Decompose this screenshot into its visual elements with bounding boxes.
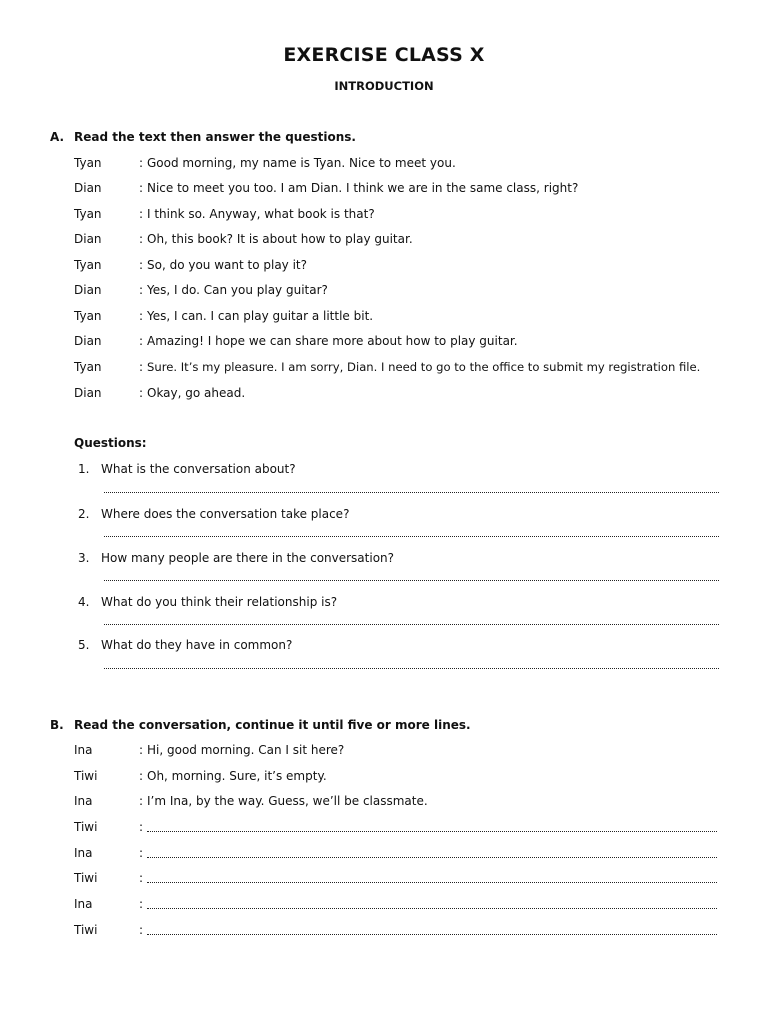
fill-in-line[interactable] (147, 857, 717, 858)
fill-in-line[interactable] (147, 908, 717, 909)
utterance: Amazing! I hope we can share more about how to play guitar. (147, 334, 518, 348)
question-number: 2. (78, 507, 90, 521)
speaker-name: Tiwi (74, 820, 98, 834)
question-text: What do you think their relationship is? (101, 595, 338, 609)
question-number: 4. (78, 595, 90, 609)
speaker-name: Tiwi (74, 923, 98, 937)
speaker-name: Tiwi (74, 769, 98, 783)
speaker-name: Tyan (74, 309, 102, 323)
blank-dialogue-line (0, 897, 768, 913)
section-a-heading: Read the text then answer the questions. (74, 130, 356, 144)
fill-in-line[interactable] (147, 831, 717, 832)
fill-in-line[interactable] (147, 882, 717, 883)
blank-dialogue-line (0, 871, 768, 887)
speaker-name: Tyan (74, 207, 102, 221)
utterance: So, do you want to play it? (147, 258, 308, 272)
colon: : (139, 360, 144, 374)
answer-line[interactable] (104, 668, 719, 669)
answer-line[interactable] (104, 492, 719, 493)
section-b-heading: Read the conversation, continue it until five or more lines. (74, 718, 471, 732)
dialogue-line (0, 743, 768, 759)
answer-line[interactable] (104, 536, 719, 537)
utterance: Nice to meet you too. I am Dian. I think we are in the same class, right? (147, 181, 579, 195)
colon: : (139, 181, 144, 195)
utterance: Oh, this book? It is about how to play guitar. (147, 232, 413, 246)
dialogue-line (0, 283, 768, 299)
dialogue-line (0, 794, 768, 810)
utterance: I’m Ina, by the way. Guess, we’ll be classmate. (147, 794, 428, 808)
blank-dialogue-line (0, 820, 768, 836)
utterance: Sure. It’s my pleasure. I am sorry, Dian. I need to go to the office to submit my registration file. (147, 360, 701, 374)
speaker-name: Dian (74, 232, 102, 246)
colon: : (139, 820, 144, 834)
speaker-name: Tyan (74, 156, 102, 170)
blank-dialogue-line (0, 923, 768, 939)
blank-dialogue-line (0, 846, 768, 862)
utterance: Hi, good morning. Can I sit here? (147, 743, 345, 757)
dialogue-line (0, 181, 768, 197)
colon: : (139, 334, 144, 348)
speaker-name: Dian (74, 283, 102, 297)
utterance: Good morning, my name is Tyan. Nice to meet you. (147, 156, 456, 170)
question-number: 1. (78, 462, 90, 476)
utterance: Yes, I can. I can play guitar a little bit. (147, 309, 374, 323)
colon: : (139, 283, 144, 297)
colon: : (139, 258, 144, 272)
question-text: Where does the conversation take place? (101, 507, 350, 521)
speaker-name: Ina (74, 743, 93, 757)
colon: : (139, 386, 144, 400)
dialogue-line (0, 360, 768, 376)
section-b-letter: B. (50, 718, 64, 732)
colon: : (139, 156, 144, 170)
colon: : (139, 846, 144, 860)
speaker-name: Dian (74, 386, 102, 400)
page-title: EXERCISE CLASS X (283, 44, 485, 66)
answer-line[interactable] (104, 624, 719, 625)
speaker-name: Tiwi (74, 871, 98, 885)
colon: : (139, 871, 144, 885)
question-text: How many people are there in the conversation? (101, 551, 395, 565)
speaker-name: Ina (74, 794, 93, 808)
speaker-name: Tyan (74, 360, 102, 374)
speaker-name: Dian (74, 334, 102, 348)
utterance: I think so. Anyway, what book is that? (147, 207, 375, 221)
questions-label: Questions: (74, 436, 147, 450)
question-text: What is the conversation about? (101, 462, 296, 476)
colon: : (139, 769, 144, 783)
colon: : (139, 309, 144, 323)
dialogue-line (0, 309, 768, 325)
question-text: What do they have in common? (101, 638, 293, 652)
dialogue-line (0, 156, 768, 172)
colon: : (139, 207, 144, 221)
utterance: Oh, morning. Sure, it’s empty. (147, 769, 327, 783)
dialogue-line (0, 258, 768, 274)
dialogue-line (0, 207, 768, 223)
utterance: Okay, go ahead. (147, 386, 246, 400)
question-number: 3. (78, 551, 90, 565)
dialogue-line (0, 386, 768, 402)
fill-in-line[interactable] (147, 934, 717, 935)
question-number: 5. (78, 638, 90, 652)
dialogue-line (0, 232, 768, 248)
colon: : (139, 743, 144, 757)
page-subtitle: INTRODUCTION (334, 79, 434, 93)
dialogue-line (0, 769, 768, 785)
speaker-name: Ina (74, 897, 93, 911)
colon: : (139, 232, 144, 246)
dialogue-line (0, 334, 768, 350)
speaker-name: Dian (74, 181, 102, 195)
section-a-letter: A. (50, 130, 65, 144)
speaker-name: Ina (74, 846, 93, 860)
answer-line[interactable] (104, 580, 719, 581)
colon: : (139, 794, 144, 808)
colon: : (139, 897, 144, 911)
colon: : (139, 923, 144, 937)
utterance: Yes, I do. Can you play guitar? (147, 283, 328, 297)
speaker-name: Tyan (74, 258, 102, 272)
